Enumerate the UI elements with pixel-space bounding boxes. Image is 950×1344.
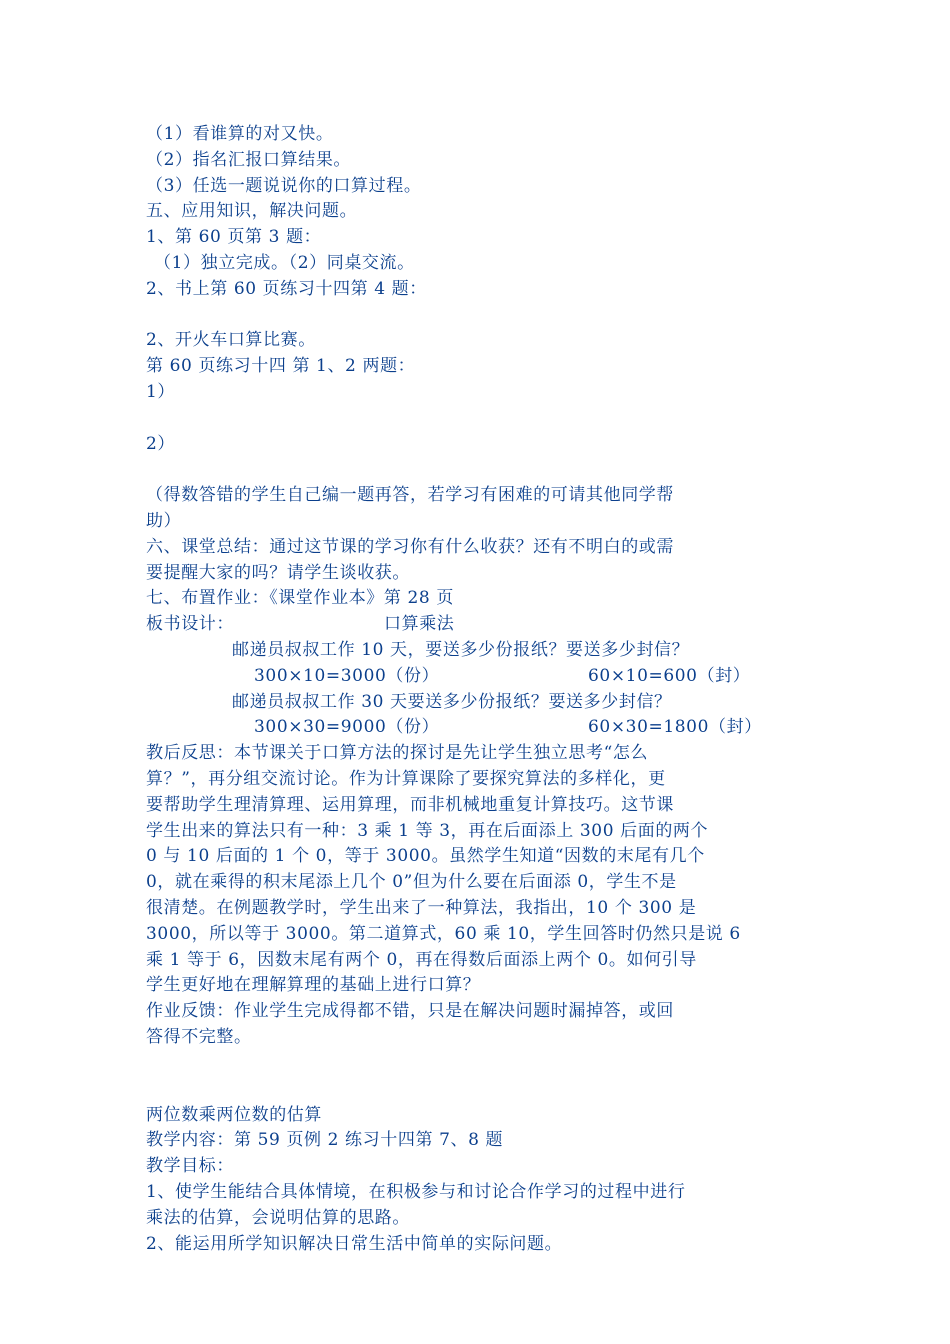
text-line: 作业反馈：作业学生完成得都不错，只是在解决问题时漏掉答，或回 (146, 1001, 674, 1022)
board-design-label: 板书设计： (146, 614, 234, 635)
text-line: （2）指名汇报口算结果。 (146, 149, 352, 170)
text-line: （1）独立完成。（2）同桌交流。 (154, 252, 415, 273)
section-heading: 五、应用知识，解决问题。 (146, 201, 358, 222)
equation-right: 60×30=1800（封） (588, 717, 762, 738)
board-design-line (146, 612, 812, 638)
text-line: （3）任选一题说说你的口算过程。 (146, 175, 422, 196)
equation-left: 300×30=9000（份） (254, 717, 440, 738)
equation-right: 60×10=600（封） (588, 665, 751, 686)
section-heading: 六、课堂总结：通过这节课的学习你有什么收获？还有不明白的或需 (146, 536, 674, 557)
text-line: 学生出来的算法只有一种：3 乘 1 等 3，再在后面添上 300 后面的两个 (146, 820, 709, 841)
text-line: 2、能运用所学知识解决日常生活中简单的实际问题。 (146, 1233, 563, 1254)
text-line: 教后反思：本节课关于口算方法的探讨是先让学生独立思考“怎么 (146, 743, 649, 764)
blank-line (146, 406, 812, 432)
text-line: 答得不完整。 (146, 1026, 252, 1047)
text-line: 1） (146, 381, 176, 402)
section-heading: 七、布置作业：《课堂作业本》第 28 页 (146, 588, 454, 609)
text-line: 乘 1 等于 6，因数末尾有两个 0，再在得数后面添上两个 0。如何引导 (146, 949, 697, 970)
text-line: 要帮助学生理清算理、运用算理，而非机械地重复计算技巧。这节课 (146, 794, 674, 815)
text-line: 3000，所以等于 3000。第二道算式，60 乘 10，学生回答时仍然只是说 6 (146, 923, 741, 944)
text-line: 助） (146, 510, 182, 531)
text-line: 教学目标： (146, 1156, 234, 1177)
text-line: 要提醒大家的吗？请学生谈收获。 (146, 562, 410, 583)
text-line: 2） (146, 433, 176, 454)
text-line: 1、使学生能结合具体情境，在积极参与和讨论合作学习的过程中进行 (146, 1182, 686, 1203)
text-line: 很清楚。在例题教学时，学生出来了一种算法，我指出，10 个 300 是 (146, 897, 697, 918)
text-line: （1）看谁算的对又快。 (146, 124, 334, 144)
board-equations (146, 664, 812, 690)
document-body (146, 122, 812, 1257)
section-gap (146, 1051, 812, 1103)
blank-line (146, 457, 812, 483)
text-line: 2、书上第 60 页练习十四第 4 题： (146, 278, 427, 299)
text-line: 教学内容：第 59 页例 2 练习十四第 7、8 题 (146, 1130, 504, 1151)
text-line: 算？”，再分组交流讨论。作为计算课除了要探究算法的多样化，更 (146, 768, 666, 789)
text-line: 乘法的估算，会说明估算的思路。 (146, 1207, 410, 1228)
text-line: 第 60 页练习十四 第 1、2 两题： (146, 356, 416, 377)
equation-left: 300×10=3000（份） (254, 665, 440, 686)
text-line: （得数答错的学生自己编一题再答，若学习有困难的可请其他同学帮 (146, 485, 674, 506)
blank-line (146, 303, 812, 329)
board-question: 邮递员叔叔工作 30 天要送多少份报纸？要送多少封信？ (232, 691, 672, 712)
lesson-title: 两位数乘两位数的估算 (146, 1104, 322, 1125)
board-design-title: 口算乘法 (384, 614, 455, 635)
text-line: 学生更好地在理解算理的基础上进行口算？ (146, 975, 481, 996)
text-line: 0 与 10 后面的 1 个 0，等于 3000。虽然学生知道“因数的末尾有几个 (146, 846, 705, 867)
text-line: 0，就在乘得的积末尾添上几个 0”但为什么要在后面添 0，学生不是 (146, 872, 677, 893)
text-line: 1、第 60 页第 3 题： (146, 227, 322, 248)
board-equations (146, 715, 812, 741)
board-question: 邮递员叔叔工作 10 天，要送多少份报纸？要送多少封信？ (232, 639, 690, 660)
text-line: 2、开火车口算比赛。 (146, 330, 316, 351)
